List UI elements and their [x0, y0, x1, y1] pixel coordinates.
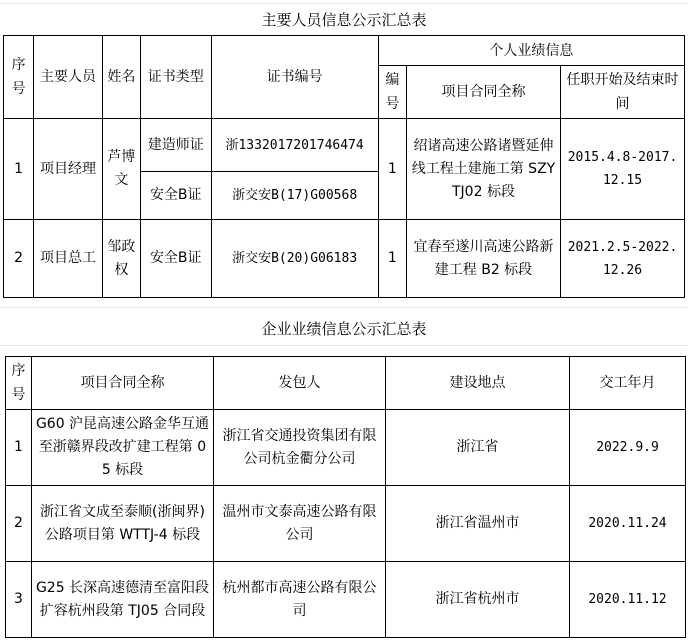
- header-completion: 交工年月: [570, 357, 686, 410]
- cell-cert-no: 浙交安B(20)G06183: [211, 220, 378, 298]
- table-row: [4, 220, 685, 298]
- header-seq: 序号: [6, 357, 32, 410]
- header-cert-type: 证书类型: [140, 36, 211, 119]
- header-role: 主要人员: [34, 36, 103, 119]
- cell-project: G60 沪昆高速公路金华互通至浙赣界段改扩建工程第 05 标段: [32, 410, 214, 486]
- enterprise-table: [5, 356, 686, 638]
- cell-perf-project: 绍诸高速公路诸暨延伸线工程土建施工第 SZYTJ02 标段: [406, 119, 560, 220]
- header-cert-no: 证书编号: [211, 36, 378, 119]
- header-location: 建设地点: [386, 357, 570, 410]
- cell-employer: 温州市文泰高速公路有限公司: [214, 486, 386, 562]
- header-performance-group: 个人业绩信息: [378, 36, 684, 66]
- cell-seq: 2: [4, 220, 34, 298]
- cell-employer: 杭州都市高速公路有限公司: [214, 562, 386, 638]
- header-perf-period: 任职开始及结束时间: [561, 66, 685, 119]
- cell-cert-type: 安全B证: [140, 172, 211, 220]
- cell-seq: 1: [4, 119, 34, 220]
- cell-cert-type: 安全B证: [140, 220, 211, 298]
- cell-seq: 2: [6, 486, 32, 562]
- table-row: [6, 410, 686, 486]
- table-row: [6, 562, 686, 638]
- cell-completion: 2020.11.12: [570, 562, 686, 638]
- cell-project: G25 长深高速德清至富阳段扩容杭州段第 TJ05 合同段: [32, 562, 214, 638]
- table-row: [4, 119, 685, 172]
- cell-location: 浙江省杭州市: [386, 562, 570, 638]
- gridline: [0, 307, 688, 308]
- table-row: [6, 486, 686, 562]
- cell-role: 项目总工: [34, 220, 103, 298]
- cell-seq: 3: [6, 562, 32, 638]
- cell-perf-seq: 1: [378, 220, 406, 298]
- header-seq: 序号: [4, 36, 34, 119]
- cell-location: 浙江省温州市: [386, 486, 570, 562]
- cell-location: 浙江省: [386, 410, 570, 486]
- cell-project: 浙江省文成至泰顺(浙闽界)公路项目第 WTTJ-4 标段: [32, 486, 214, 562]
- gridline: [0, 3, 688, 4]
- cell-seq: 1: [6, 410, 32, 486]
- cell-cert-no: 浙交安B(17)G00568: [211, 172, 378, 220]
- cell-cert-no: 浙1332017201746474: [211, 119, 378, 172]
- cell-perf-seq: 1: [378, 119, 406, 220]
- header-employer: 发包人: [214, 357, 386, 410]
- cell-completion: 2020.11.24: [570, 486, 686, 562]
- header-project: 项目合同全称: [32, 357, 214, 410]
- header-perf-seq: 编号: [378, 66, 406, 119]
- header-perf-project: 项目合同全称: [406, 66, 560, 119]
- cell-name: 芦博文: [102, 119, 140, 220]
- cell-perf-period: 2015.4.8-2017.12.15: [561, 119, 685, 220]
- personnel-table: [3, 35, 685, 298]
- cell-completion: 2022.9.9: [570, 410, 686, 486]
- enterprise-table-title: 企业业绩信息公示汇总表: [261, 320, 427, 338]
- personnel-table-title: 主要人员信息公示汇总表: [261, 11, 427, 29]
- cell-perf-period: 2021.2.5-2022.12.26: [561, 220, 685, 298]
- cell-name: 邹政权: [102, 220, 140, 298]
- cell-role: 项目经理: [34, 119, 103, 220]
- cell-cert-type: 建造师证: [140, 119, 211, 172]
- header-name: 姓名: [102, 36, 140, 119]
- cell-perf-project: 宜春至遂川高速公路新建工程 B2 标段: [406, 220, 560, 298]
- gridline: [0, 345, 688, 346]
- cell-employer: 浙江省交通投资集团有限公司杭金衢分公司: [214, 410, 386, 486]
